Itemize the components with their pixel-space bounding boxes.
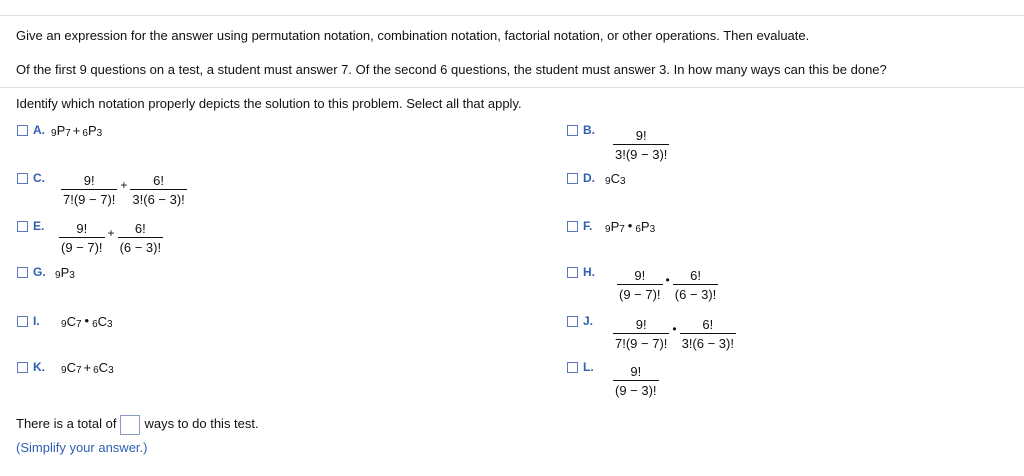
answer-suffix: ways to do this test. [144, 416, 259, 431]
option-l-expression [613, 364, 659, 398]
top-rule [0, 15, 1024, 16]
option-d-letter: D. [583, 171, 595, 185]
fraction: $\frac{9!}{(9 - 7)!}$ [61, 221, 103, 255]
option-g-expression: 9 P 3 [55, 265, 75, 281]
option-i-checkbox[interactable] [17, 316, 28, 327]
option-f[interactable] [567, 219, 655, 234]
option-h-letter: H. [583, 265, 595, 279]
option-e-letter: E. [33, 219, 45, 233]
instruction-text: Give an expression for the answer using permutation notation, combination notation, factorial notation, or other operations. Then evaluate. [16, 28, 810, 43]
option-j-expression: $\frac{9!}{7!(9 - 7)!}$ • $\frac{6!}{3!(6 - 3)!}$ [615, 317, 734, 351]
option-k-expression: 9 C 7 + 6 C 3 [61, 360, 114, 376]
option-j[interactable] [567, 314, 736, 351]
option-g[interactable] [17, 265, 75, 280]
option-d[interactable] [567, 171, 626, 186]
option-b-expression [613, 128, 669, 162]
option-g-letter: G. [33, 265, 46, 279]
fraction: $\frac{6!}{3!(6 - 3)!}$ [681, 317, 734, 351]
option-c-letter: C. [33, 171, 45, 185]
fraction: $\frac{6!}{(6 - 3)!}$ [674, 268, 717, 302]
option-l-checkbox[interactable] [567, 362, 578, 373]
fraction: $\frac{6!}{3!(6 - 3)!}$ [132, 173, 185, 207]
fraction: $\frac{9!}{3!(9 - 3)!}$ [615, 128, 668, 162]
option-a-checkbox[interactable] [17, 125, 28, 136]
option-h-checkbox[interactable] [567, 267, 578, 278]
option-b-letter: B. [583, 123, 595, 137]
option-a[interactable] [17, 123, 102, 138]
fraction: $\frac{6!}{(6 - 3)!}$ [119, 221, 162, 255]
fraction: $\frac{9!}{(9 - 3)!}$ [615, 364, 657, 398]
option-e-checkbox[interactable] [17, 221, 28, 232]
option-i[interactable] [17, 314, 113, 329]
option-c[interactable] [17, 171, 187, 207]
option-j-letter: J. [583, 314, 594, 328]
option-f-letter: F. [583, 219, 593, 233]
problem-text: Of the first 9 questions on a test, a student must answer 7. Of the second 6 questions, the student must answer 3. In how many ways can this be done? [16, 62, 887, 77]
fraction: $\frac{9!}{7!(9 - 7)!}$ [615, 317, 668, 351]
option-h-expression: $\frac{9!}{(9 - 7)!}$ • $\frac{6!}{(6 - 3)!}$ [619, 268, 717, 302]
option-k-checkbox[interactable] [17, 362, 28, 373]
option-c-expression: $\frac{9!}{7!(9 - 7)!}$ + $\frac{6!}{3!(6 - 3)!}$ [63, 173, 185, 207]
option-b-checkbox[interactable] [567, 125, 578, 136]
prompt-text: Identify which notation properly depicts the solution to this problem. Select all that apply. [16, 96, 522, 111]
option-f-checkbox[interactable] [567, 221, 578, 232]
section-rule [0, 87, 1024, 88]
option-b[interactable] [567, 123, 669, 162]
option-i-expression: 9 C 7 • 6 C 3 [61, 313, 113, 330]
option-f-expression: 9 P 7 • 6 P 3 [605, 218, 656, 235]
option-e[interactable] [17, 219, 163, 255]
option-i-letter: I. [33, 314, 40, 328]
option-d-expression: 9 C 3 [605, 171, 626, 187]
simplify-hint: (Simplify your answer.) [16, 440, 148, 455]
option-h[interactable] [567, 265, 718, 302]
option-d-checkbox[interactable] [567, 173, 578, 184]
option-k-letter: K. [33, 360, 45, 374]
option-a-expression: 9 P 7 + 6 P 3 [51, 123, 103, 139]
fraction: $\frac{9!}{(9 - 7)!}$ [619, 268, 661, 302]
answer-prefix: There is a total of [16, 416, 117, 431]
option-a-letter: A. [33, 123, 45, 137]
option-k[interactable] [17, 360, 114, 375]
answer-input[interactable] [120, 415, 140, 435]
option-l-letter: L. [583, 360, 594, 374]
option-e-expression: $\frac{9!}{(9 - 7)!}$ + $\frac{6!}{(6 - 3)!}$ [61, 221, 162, 255]
option-c-checkbox[interactable] [17, 173, 28, 184]
option-j-checkbox[interactable] [567, 316, 578, 327]
option-g-checkbox[interactable] [17, 267, 28, 278]
answer-line [16, 413, 259, 435]
fraction: $\frac{9!}{7!(9 - 7)!}$ [63, 173, 116, 207]
option-l[interactable] [567, 360, 659, 398]
